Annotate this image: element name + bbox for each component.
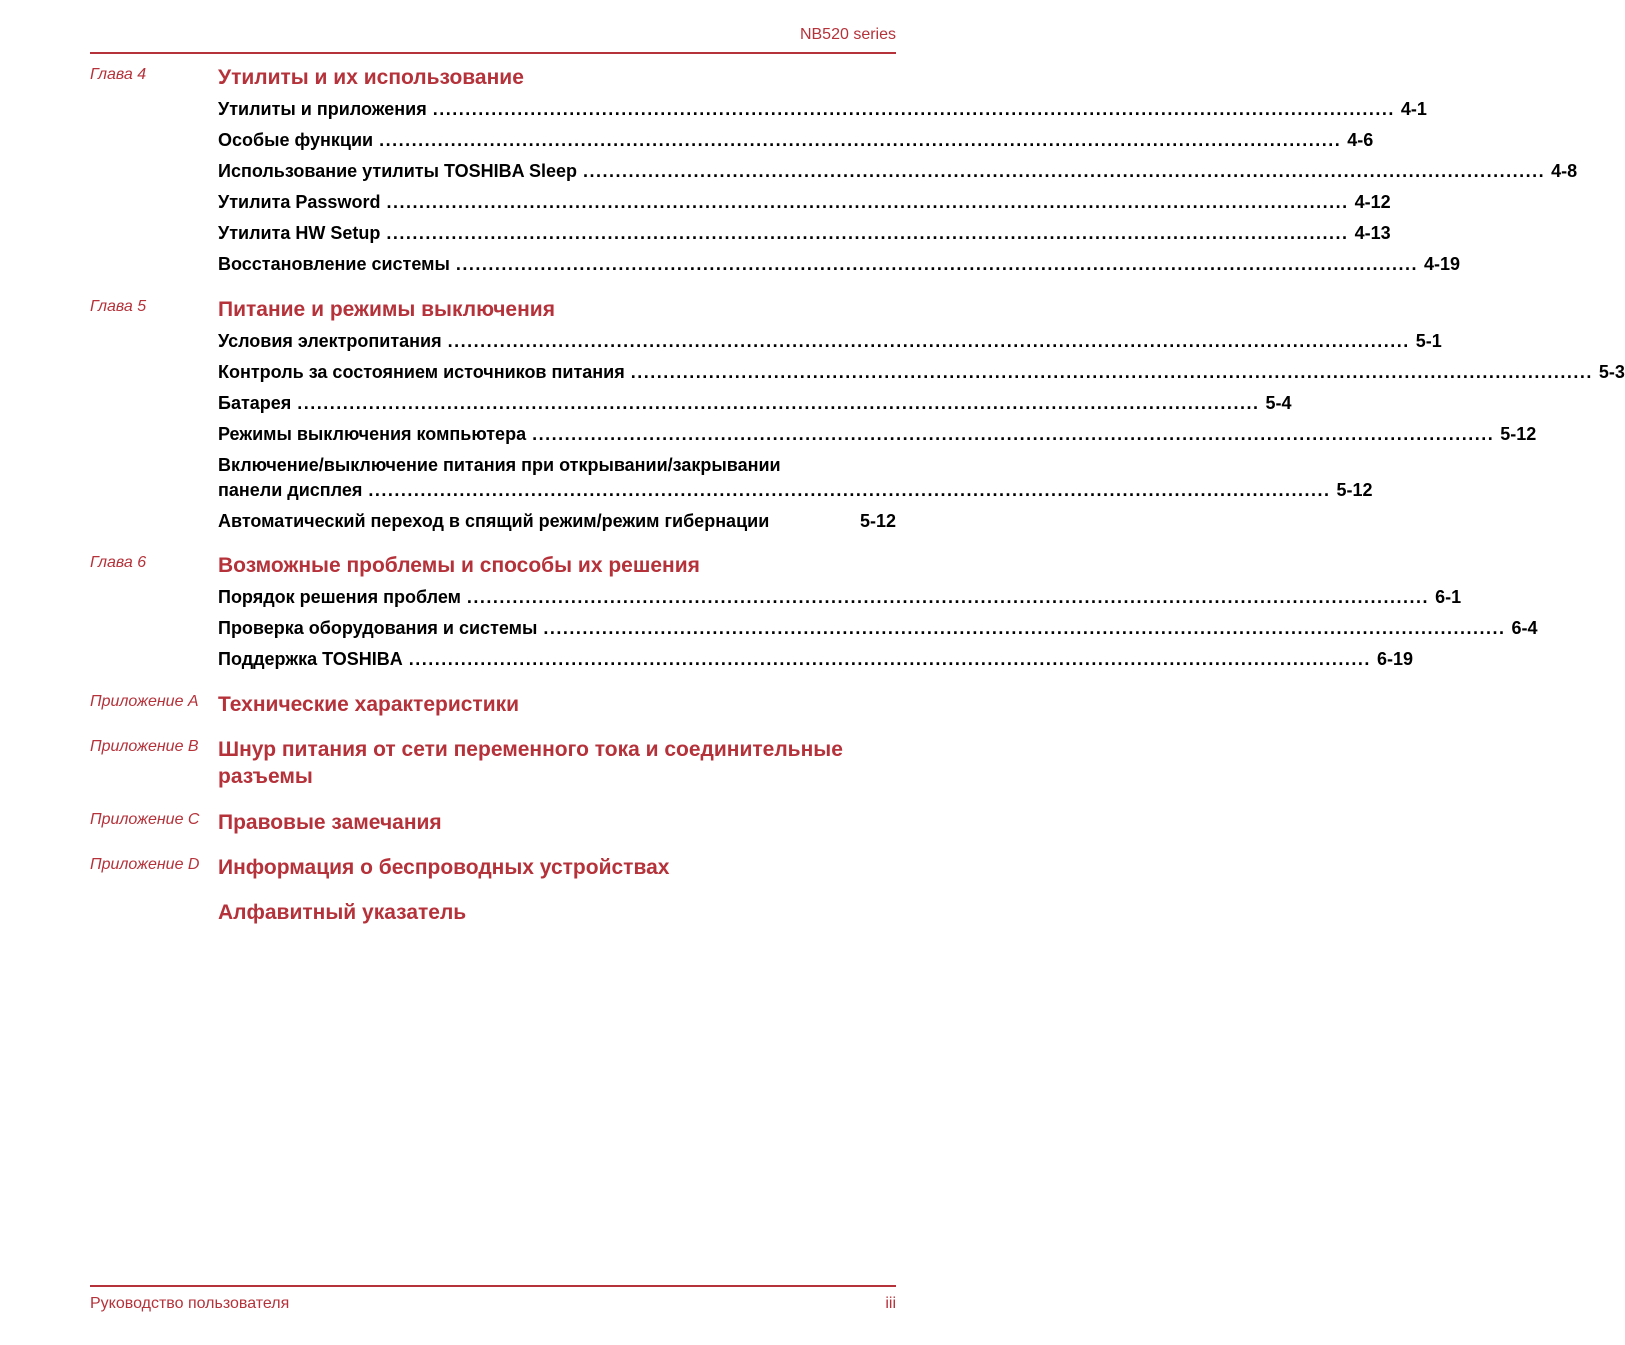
appendix-title[interactable]: Шнур питания от сети переменного тока и соединительные разъемы xyxy=(218,738,843,788)
toc-entry-text-continued: панели дисплея xyxy=(218,480,363,500)
header-divider xyxy=(90,52,896,54)
leader-dots: .................................................................................................................................................... xyxy=(368,480,1331,500)
toc-entry[interactable] xyxy=(218,422,1537,447)
toc-entry-page: 5-4 xyxy=(1265,393,1292,413)
toc-entry-page: 5-12 xyxy=(1336,480,1373,500)
chapter-4 xyxy=(90,62,1578,294)
appendix-a xyxy=(90,689,896,734)
chapter-label: Глава 4 xyxy=(90,66,147,83)
toc-entry-text: Использование утилиты TOSHIBA Sleep xyxy=(218,161,577,181)
toc-entry-page: 4-13 xyxy=(1354,223,1391,243)
chapter-title[interactable]: Утилиты и их использование xyxy=(218,66,524,89)
toc-entry-page: 4-19 xyxy=(1423,254,1461,274)
footer-divider xyxy=(90,1285,896,1287)
toc-entry[interactable] xyxy=(218,647,1413,672)
toc-entry-page: 5-12 xyxy=(1500,424,1537,444)
toc-entry[interactable] xyxy=(218,329,1442,354)
leader-dots: .................................................................................................................................................... xyxy=(447,331,1410,351)
toc-entry-text: Утилиты и приложения xyxy=(218,99,427,119)
toc-entry-text: Условия электропитания xyxy=(218,331,442,351)
toc-entry-text: Восстановление системы xyxy=(218,254,450,274)
chapter-label: Глава 5 xyxy=(90,298,147,315)
appendix-label: Приложение D xyxy=(90,856,200,873)
toc-entry-text: Порядок решения проблем xyxy=(218,587,461,607)
toc-entry-text: Включение/выключение питания при открывании/закрывании xyxy=(218,455,781,475)
leader-dots: .................................................................................................................................................... xyxy=(386,223,1349,243)
toc-entry-page: 5-3 xyxy=(1598,362,1625,382)
toc-entry-text: Режимы выключения компьютера xyxy=(218,424,527,444)
table-of-contents xyxy=(90,62,1625,942)
index-title[interactable]: Алфавитный указатель xyxy=(218,901,467,924)
toc-entry-page: 4-1 xyxy=(1400,99,1427,119)
toc-entry[interactable] xyxy=(218,616,1538,641)
index-section xyxy=(90,897,896,942)
toc-entry-text: Утилита Password xyxy=(218,192,381,212)
leader-dots: .................................................................................................................................................... xyxy=(432,99,1395,119)
toc-entry-text: Проверка оборудования и системы xyxy=(218,618,538,638)
appendix-title[interactable]: Правовые замечания xyxy=(218,811,442,834)
leader-dots: .................................................................................................................................................... xyxy=(455,254,1418,274)
chapter-label: Глава 6 xyxy=(90,554,147,571)
toc-entry-text: Поддержка TOSHIBA xyxy=(218,649,403,669)
appendix-title[interactable]: Информация о беспроводных устройствах xyxy=(218,856,670,879)
chapter-5 xyxy=(90,294,1625,550)
leader-dots: .................................................................................................................................................... xyxy=(297,393,1260,413)
leader-dots: .................................................................................................................................................... xyxy=(543,618,1506,638)
leader-dots: .................................................................................................................................................... xyxy=(582,161,1546,181)
leader-dots: .................................................................................................................................................... xyxy=(630,362,1593,382)
toc-entry[interactable] xyxy=(218,221,1391,246)
toc-entry-page: 6-4 xyxy=(1511,618,1538,638)
appendix-label: Приложение C xyxy=(90,811,200,828)
appendix-label: Приложение B xyxy=(90,738,199,755)
toc-entry[interactable] xyxy=(218,391,1292,416)
leader-dots: .................................................................................................................................................... xyxy=(532,424,1495,444)
toc-entry-text: Батарея xyxy=(218,393,292,413)
toc-entry-text: Утилита HW Setup xyxy=(218,223,381,243)
toc-entry-text: Контроль за состоянием источников питания xyxy=(218,362,625,382)
appendix-b xyxy=(90,734,896,807)
page-number: iii xyxy=(885,1295,896,1312)
toc-entry[interactable] xyxy=(218,360,1625,385)
chapter-title[interactable]: Питание и режимы выключения xyxy=(218,298,555,321)
header-series-title: NB520 series xyxy=(799,26,896,43)
leader-dots: .................................................................................................................................................... xyxy=(408,649,1371,669)
toc-entry[interactable] xyxy=(218,159,1578,184)
toc-entry-page: 4-12 xyxy=(1354,192,1391,212)
toc-entry-page: 5-1 xyxy=(1415,331,1442,351)
leader-dots: .................................................................................................................................................... xyxy=(379,130,1342,150)
toc-entry[interactable] xyxy=(218,585,1462,610)
toc-entry[interactable] xyxy=(218,190,1391,215)
toc-entry[interactable] xyxy=(218,509,896,534)
toc-entry[interactable] xyxy=(218,252,1461,277)
toc-entry[interactable] xyxy=(218,453,1373,503)
appendix-title[interactable]: Технические характеристики xyxy=(218,693,520,716)
toc-entry-page: 4-8 xyxy=(1551,161,1578,181)
chapter-6 xyxy=(90,550,1538,689)
toc-entry-page: 6-1 xyxy=(1435,587,1462,607)
toc-entry-text: Автоматический переход в спящий режим/режим гибернации xyxy=(218,511,770,531)
toc-entry[interactable] xyxy=(218,97,1427,122)
toc-entry-page: 4-6 xyxy=(1347,130,1374,150)
toc-entry-page: 6-19 xyxy=(1376,649,1413,669)
toc-entry-page: 5-12 xyxy=(859,511,896,531)
appendix-c xyxy=(90,807,896,852)
toc-entry-text: Особые функции xyxy=(218,130,374,150)
appendix-label: Приложение A xyxy=(90,693,199,710)
toc-entry[interactable] xyxy=(218,128,1374,153)
chapter-title[interactable]: Возможные проблемы и способы их решения xyxy=(218,554,700,577)
leader-dots: .................................................................................................................................................... xyxy=(386,192,1349,212)
footer-manual-title: Руководство пользователя xyxy=(90,1295,290,1312)
appendix-d xyxy=(90,852,896,897)
leader-dots: .................................................................................................................................................... xyxy=(466,587,1430,607)
